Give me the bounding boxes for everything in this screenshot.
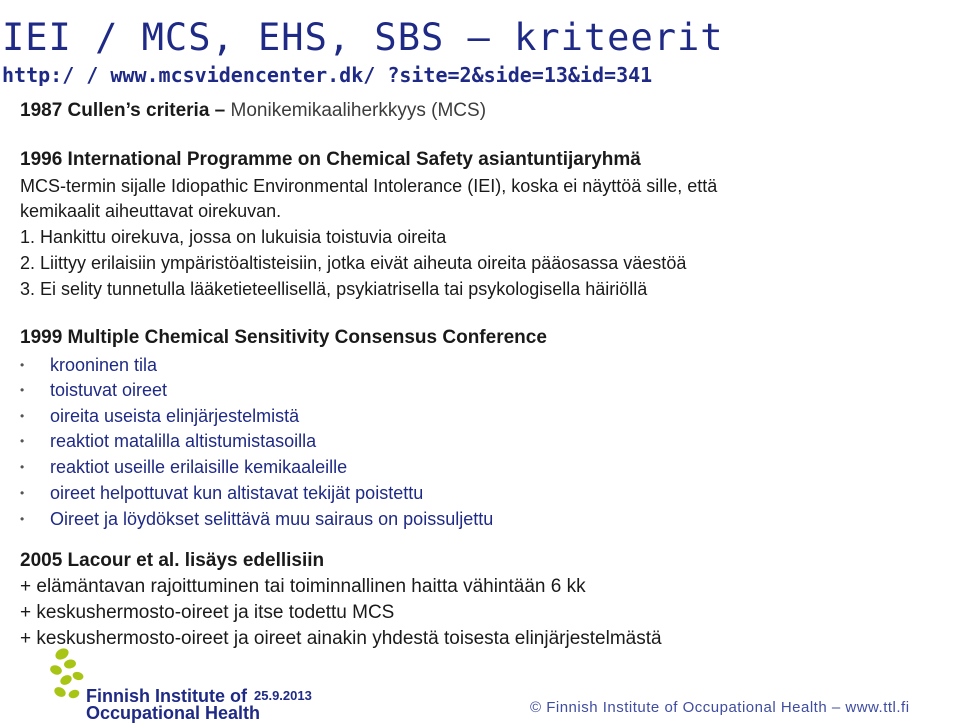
bullet-icon: • [20,409,25,423]
footer-date: 25.9.2013 [254,688,312,703]
criteria-1996-line2: kemikaalit aiheuttavat oirekuvan. [20,201,282,221]
criteria-2005-heading: 2005 Lacour et al. lisäys edellisiin [20,550,325,571]
criteria-1999-bullet: • toistuvat oireet [20,380,168,400]
criteria-1999-bullet: • oireita useista elinjärjestelmistä [20,406,300,426]
bullet-icon: • [20,383,25,397]
criteria-2005-item-2: + keskushermosto-oireet ja itse todettu MCS [20,602,395,623]
bullet-icon: • [20,358,25,372]
bullet-icon: • [20,460,25,474]
criteria-1987 [20,99,486,123]
footer-copyright: © Finnish Institute of Occupational Health – www.ttl.fi [530,699,910,716]
criteria-1999-bullet: • Oireet ja löydökset selittävä muu sairaus on poissuljettu [20,509,494,529]
criteria-1996-line1: MCS-termin sijalle Idiopathic Environmental Intolerance (IEI), koska ei näyttöä sille, että [20,176,718,196]
criteria-1999-bullet: • oireet helpottuvat kun altistavat tekijät poistettu [20,483,424,503]
criteria-1999-heading: 1999 Multiple Chemical Sensitivity Consensus Conference [20,327,547,348]
criteria-1996-item-2: 2. Liittyy erilaisiin ympäristöaltisteisiin, jotka eivät aiheuta oireita pääosassa väestöä [20,253,687,273]
bullet-icon: • [20,434,25,448]
criteria-1999-bullet: • reaktiot matalilla altistumistasoilla [20,431,317,451]
bullet-icon: • [20,512,25,526]
criteria-1996-heading: 1996 International Programme on Chemical Safety asiantuntijaryhmä [20,149,641,170]
criteria-2005-item-1: + elämäntavan rajoittuminen tai toiminnallinen haitta vähintään 6 kk [20,576,586,597]
criteria-1996-item-1: 1. Hankittu oirekuva, jossa on lukuisia toistuvia oireita [20,227,447,247]
bullet-icon: • [20,486,25,500]
criteria-1999-bullet: • krooninen tila [20,355,158,375]
logo-line-2: Occupational Health [86,703,261,723]
slide-title: IEI / MCS, EHS, SBS – kriteerit [2,16,724,59]
criteria-2005-item-3: + keskushermosto-oireet ja oireet ainakin yhdestä toisesta elinjärjestelmästä [20,628,662,649]
source-url[interactable]: http:/ / www.mcsvidencenter.dk/ ?site=2&side=13&id=341 [2,63,653,87]
criteria-1987-text: Monikemikaaliherkkyys (MCS) [225,100,487,121]
criteria-1987-label: 1987 Cullen’s criteria – [20,100,226,121]
logo-line-1: Finnish Institute of [86,686,247,706]
criteria-1999-bullet: • reaktiot useille erilaisille kemikaaleille [20,457,348,477]
criteria-1996-item-3: 3. Ei selity tunnetulla lääketieteellisellä, psykiatrisella tai psykologisella häiriöllä [20,279,648,299]
